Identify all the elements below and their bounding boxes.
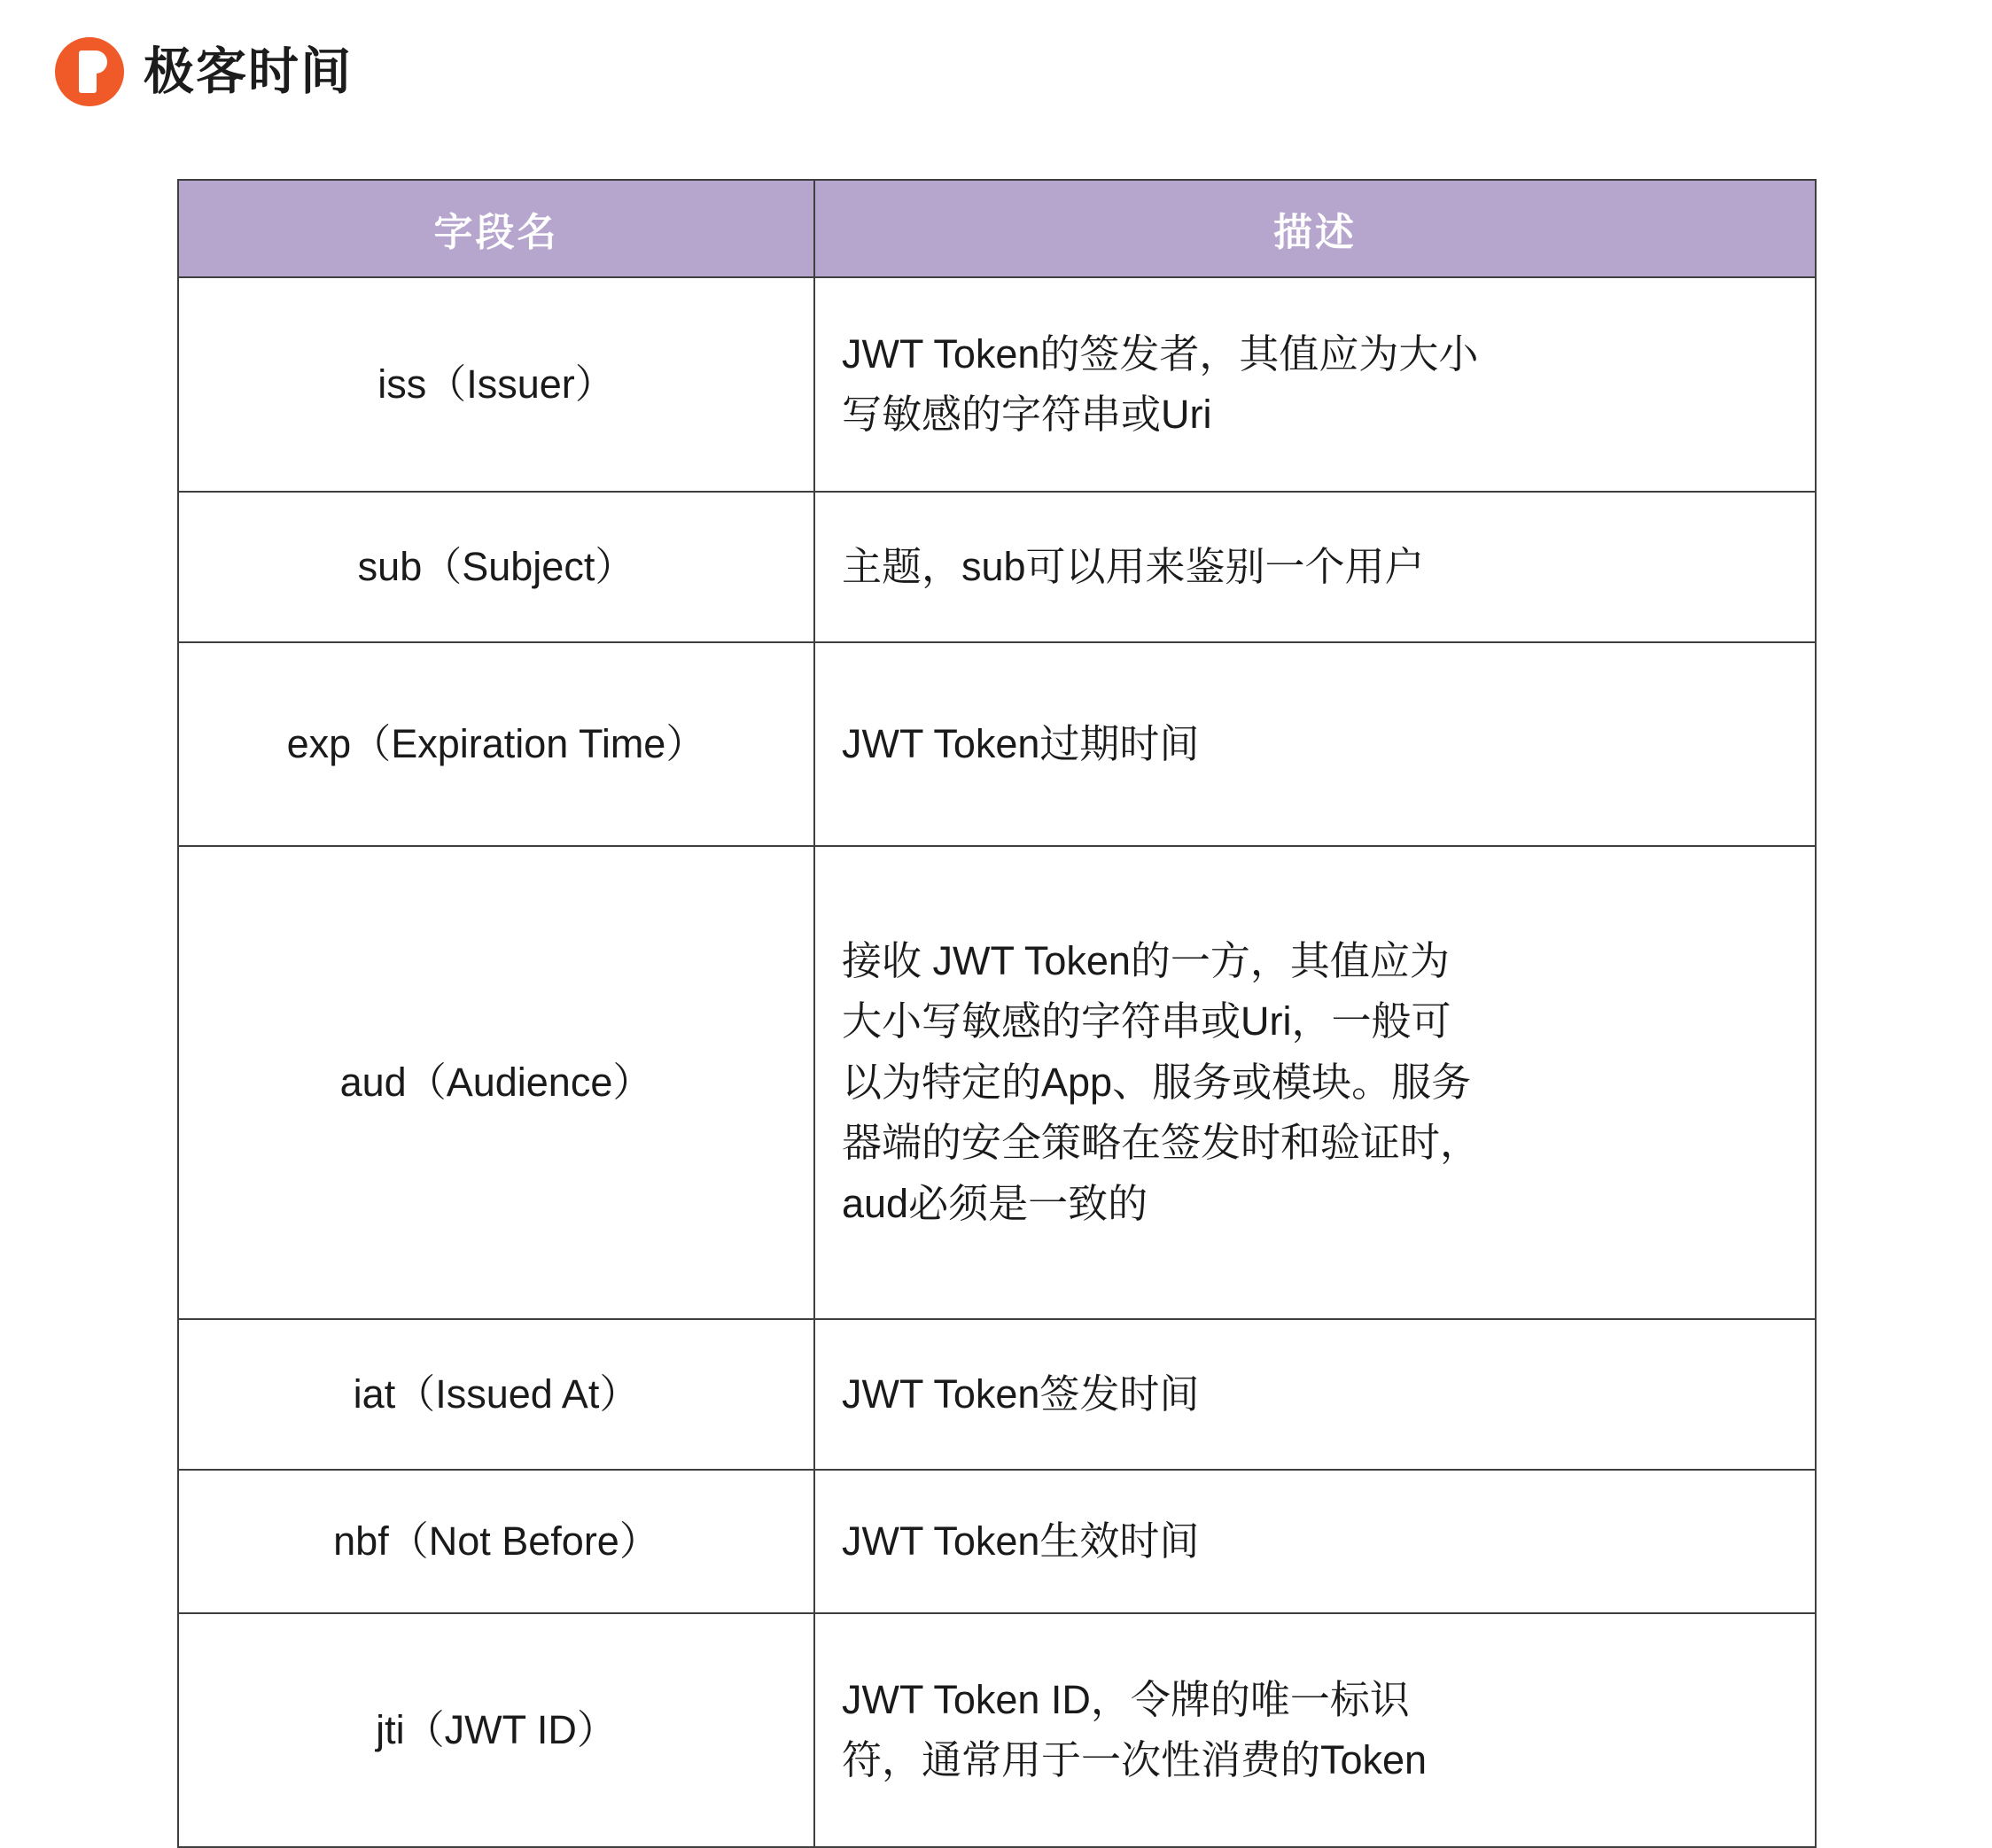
cell-description [814,1470,1816,1613]
table-header-row [178,180,1816,277]
cell-field: iss（Issuer） [178,277,814,492]
desc-line: JWT Token过期时间 [842,720,1200,766]
desc-line: 主题，sub可以用来鉴别一个用户 [842,543,1425,589]
cell-description [814,1319,1816,1470]
jwt-claims-table [177,179,1817,1848]
cell-description [814,492,1816,642]
desc-line: JWT Token生效时间 [842,1518,1200,1564]
desc-line: aud必须是一致的 [842,1180,1148,1226]
cell-description [814,642,1816,846]
desc-line: JWT Token签发时间 [842,1370,1200,1417]
desc-line: 器端的安全策略在签发时和验证时， [842,1120,1481,1166]
table-header [178,180,1816,277]
desc-line: 大小写敏感的字符串或Uri，一般可 [842,998,1451,1044]
desc-line: JWT Token的签发者，其值应为大小 [842,330,1479,377]
cell-field: iat（Issued At） [178,1319,814,1470]
brand-header [55,37,353,106]
brand-name: 极客时间 [144,43,353,100]
table-row [178,846,1816,1319]
cell-description [814,277,1816,492]
desc-line: 符，通常用于一次性消费的Token [842,1737,1428,1782]
desc-line: 以为特定的App、服务或模块。服务 [842,1059,1472,1105]
desc-line: 接收 JWT Token的一方，其值应为 [842,938,1450,984]
table-row [178,642,1816,846]
table-row [178,277,1816,492]
geekbang-circle-icon [55,37,124,106]
table-row [178,1319,1816,1470]
table-row [178,492,1816,642]
cell-field: sub（Subject） [178,492,814,642]
column-header-field: 字段名 [178,180,814,277]
cell-description [814,1613,1816,1847]
table-row [178,1470,1816,1613]
table-row [178,1613,1816,1847]
cell-field: aud（Audience） [178,846,814,1319]
cell-description [814,846,1816,1319]
table-body [178,277,1816,1847]
desc-line: JWT Token ID，令牌的唯一标识 [842,1676,1410,1722]
cell-field: exp（Expiration Time） [178,642,814,846]
cell-field: jti（JWT ID） [178,1613,814,1847]
jwt-claims-table-container [177,179,1815,1848]
cell-field: nbf（Not Before） [178,1470,814,1613]
column-header-description: 描述 [814,180,1816,277]
desc-line: 写敏感的字符串或Uri [842,392,1212,437]
